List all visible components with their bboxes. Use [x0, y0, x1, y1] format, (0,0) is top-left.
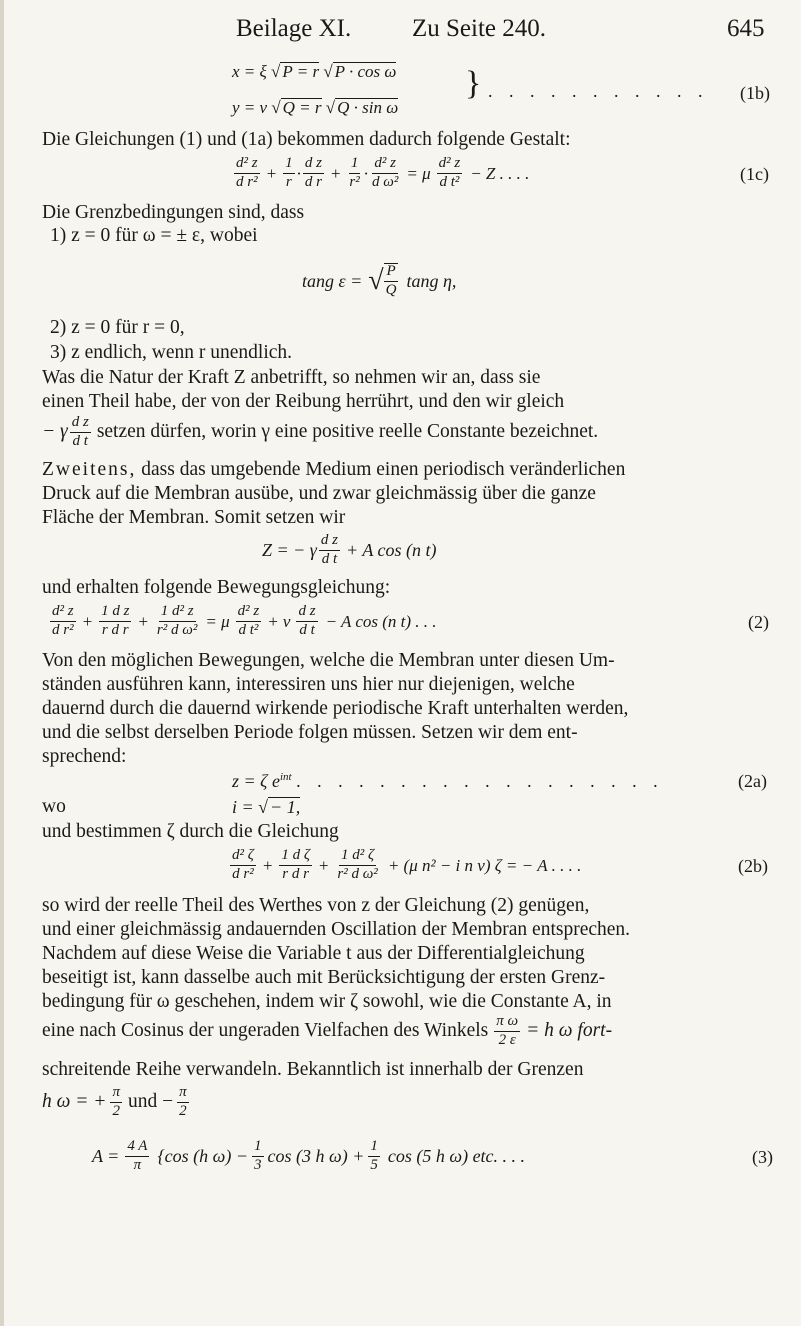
- page-edge: [0, 0, 4, 1326]
- para-8-line-6: eine nach Cosinus der ungeraden Vielfachen des Winkels $\frac{\text{π ω}}{2 \varepsilon}$ = h ω fort-: [42, 1012, 613, 1048]
- wo-word: wo: [42, 796, 66, 817]
- para-8-line-3: Nachdem auf diese Weise die Variable t aus der Differentialgleichung: [42, 943, 585, 964]
- para-8-line-5: bedingung für ω geschehen, indem wir ζ sowohl, wie die Constante A, in: [42, 991, 612, 1012]
- para-3-line-3: − γ $\frac{\text{d z}}{\text{d t}}$ setzen dürfen, worin γ eine positive reelle Constante bezeichnet.: [42, 413, 599, 449]
- para-8-line-7: schreitende Reihe verwandeln. Bekanntlich ist innerhalb der Grenzen: [42, 1059, 584, 1080]
- para-6-line-2: ständen ausführen kann, interessiren uns hier nur diejenigen, welche: [42, 674, 575, 695]
- eq-2: $\frac{\text{d² z}}{\text{d r²}}$ + $\frac{\text{1 d z}}{\text{r d r}}$ + $\frac{\text{1 d² z}}{\text{r² d ω²}}$ = μ $\frac{\text{d² z}}{\text{d t²}}$ + ν $\frac{\text{d z}}{\text{d t}}$ − A cos (n t) . . .: [52, 602, 437, 638]
- tang-equation: tang ε = √ $\frac{P}{Q}$ tang η,: [302, 263, 457, 298]
- eq-Z: Z = − γ $\frac{\text{d z}}{\text{d t}}$ + A cos (n t): [262, 531, 437, 567]
- para-5: und erhalten folgende Bewegungsgleichung:: [42, 577, 391, 598]
- limits-line: h ω = + $\frac{\pi}{2}$ und − $\frac{\pi}{2}$: [42, 1083, 187, 1119]
- eq-1c: $\frac{\text{d² z}}{\text{d r²}}$ + $\frac{1}{r}$ · $\frac{\text{d z}}{\text{d r}}$ + $\frac{1}{\text{r²}}$ · $\frac{\text{d² z}}{\text{d ω²}}$ = μ $\frac{\text{d² z}}{\text{d t²}}$ − Z . . . .: [236, 154, 530, 190]
- para-2: Die Grenzbedingungen sind, dass: [42, 202, 305, 223]
- para-8-line-2: und einer gleichmässig andauernden Oscillation der Membran entsprechen.: [42, 919, 631, 940]
- para-4-line-2: Druck auf die Membran ausübe, und zwar gleichmässig über die ganze: [42, 483, 596, 504]
- para-6-line-5: sprechend:: [42, 746, 127, 767]
- para-1: Die Gleichungen (1) und (1a) bekommen dadurch folgende Gestalt:: [42, 129, 571, 150]
- para-6-line-3: dauernd durch die dauernd wirkende periodische Kraft unterhalten werden,: [42, 698, 629, 719]
- eq-2a: z = ζ $e^{int}$ . . . . . . . . . . . . . . . . . .: [232, 771, 664, 791]
- eq-2a-label: (2a): [738, 771, 767, 791]
- eq-1c-label: (1c): [740, 164, 769, 184]
- eq-1b-line2: y = v √ Q = r √ Q · sin ω: [232, 98, 399, 117]
- condition-3: 3) z endlich, wenn r unendlich.: [50, 342, 293, 363]
- header-reference: Zu Seite 240.: [412, 15, 547, 42]
- para-8-line-4: beseitigt ist, kann dasselbe auch mit Berücksichtigung der ersten Grenz-: [42, 967, 606, 988]
- eq-2b-label: (2b): [738, 856, 768, 876]
- condition-2: 2) z = 0 für r = 0,: [50, 317, 185, 338]
- para-4-line-3: Fläche der Membran. Somit setzen wir: [42, 507, 346, 528]
- para-7: und bestimmen ζ durch die Gleichung: [42, 821, 339, 842]
- eq-1b-dots: . . . . . . . . . . .: [488, 81, 709, 101]
- para-4-line-1: Zweitens, dass das umgebende Medium einen periodisch veränderlichen: [42, 459, 626, 480]
- condition-1: 1) z = 0 für ω = ± ε, wobei: [50, 225, 258, 246]
- eq-2b: $\frac{\text{d² ζ}}{\text{d r²}}$ + $\frac{\text{1 d ζ}}{\text{r d r}}$ + $\frac{\text{1 d² ζ}}{\text{r² d ω²}}$ + (μ n² − i n ν) ζ = − A . . . .: [232, 846, 582, 882]
- para-8-line-1: so wird der reelle Theil des Werthes von z der Gleichung (2) genügen,: [42, 895, 590, 916]
- para-6-line-1: Von den möglichen Bewegungen, welche die Membran unter diesen Um-: [42, 650, 615, 671]
- eq-1b-line1: x = ξ √ P = r √ P · cos ω: [232, 62, 397, 81]
- eq-2-label: (2): [748, 612, 769, 632]
- eq-i-def: i = √ − 1,: [232, 797, 301, 817]
- header-appendix: Beilage XI.: [236, 15, 352, 42]
- eq-1b-label: (1b): [740, 83, 770, 103]
- eq-3-label: (3): [752, 1147, 773, 1167]
- page-number: 645: [727, 15, 765, 42]
- para-3-line-1: Was die Natur der Kraft Z anbetrifft, so nehmen wir an, dass sie: [42, 367, 541, 388]
- para-6-line-4: und die selbst derselben Periode folgen müssen. Setzen wir dem ent-: [42, 722, 578, 743]
- brace: }: [465, 65, 482, 102]
- eq-3: A = $\frac{4 A}{\pi}$ {cos (h ω) − $\frac{1}{3}$ cos (3 h ω) + $\frac{1}{5}$ cos (5 h ω) etc. . . .: [92, 1137, 526, 1173]
- para-3-line-2: einen Theil habe, der von der Reibung herrührt, und den wir gleich: [42, 391, 565, 412]
